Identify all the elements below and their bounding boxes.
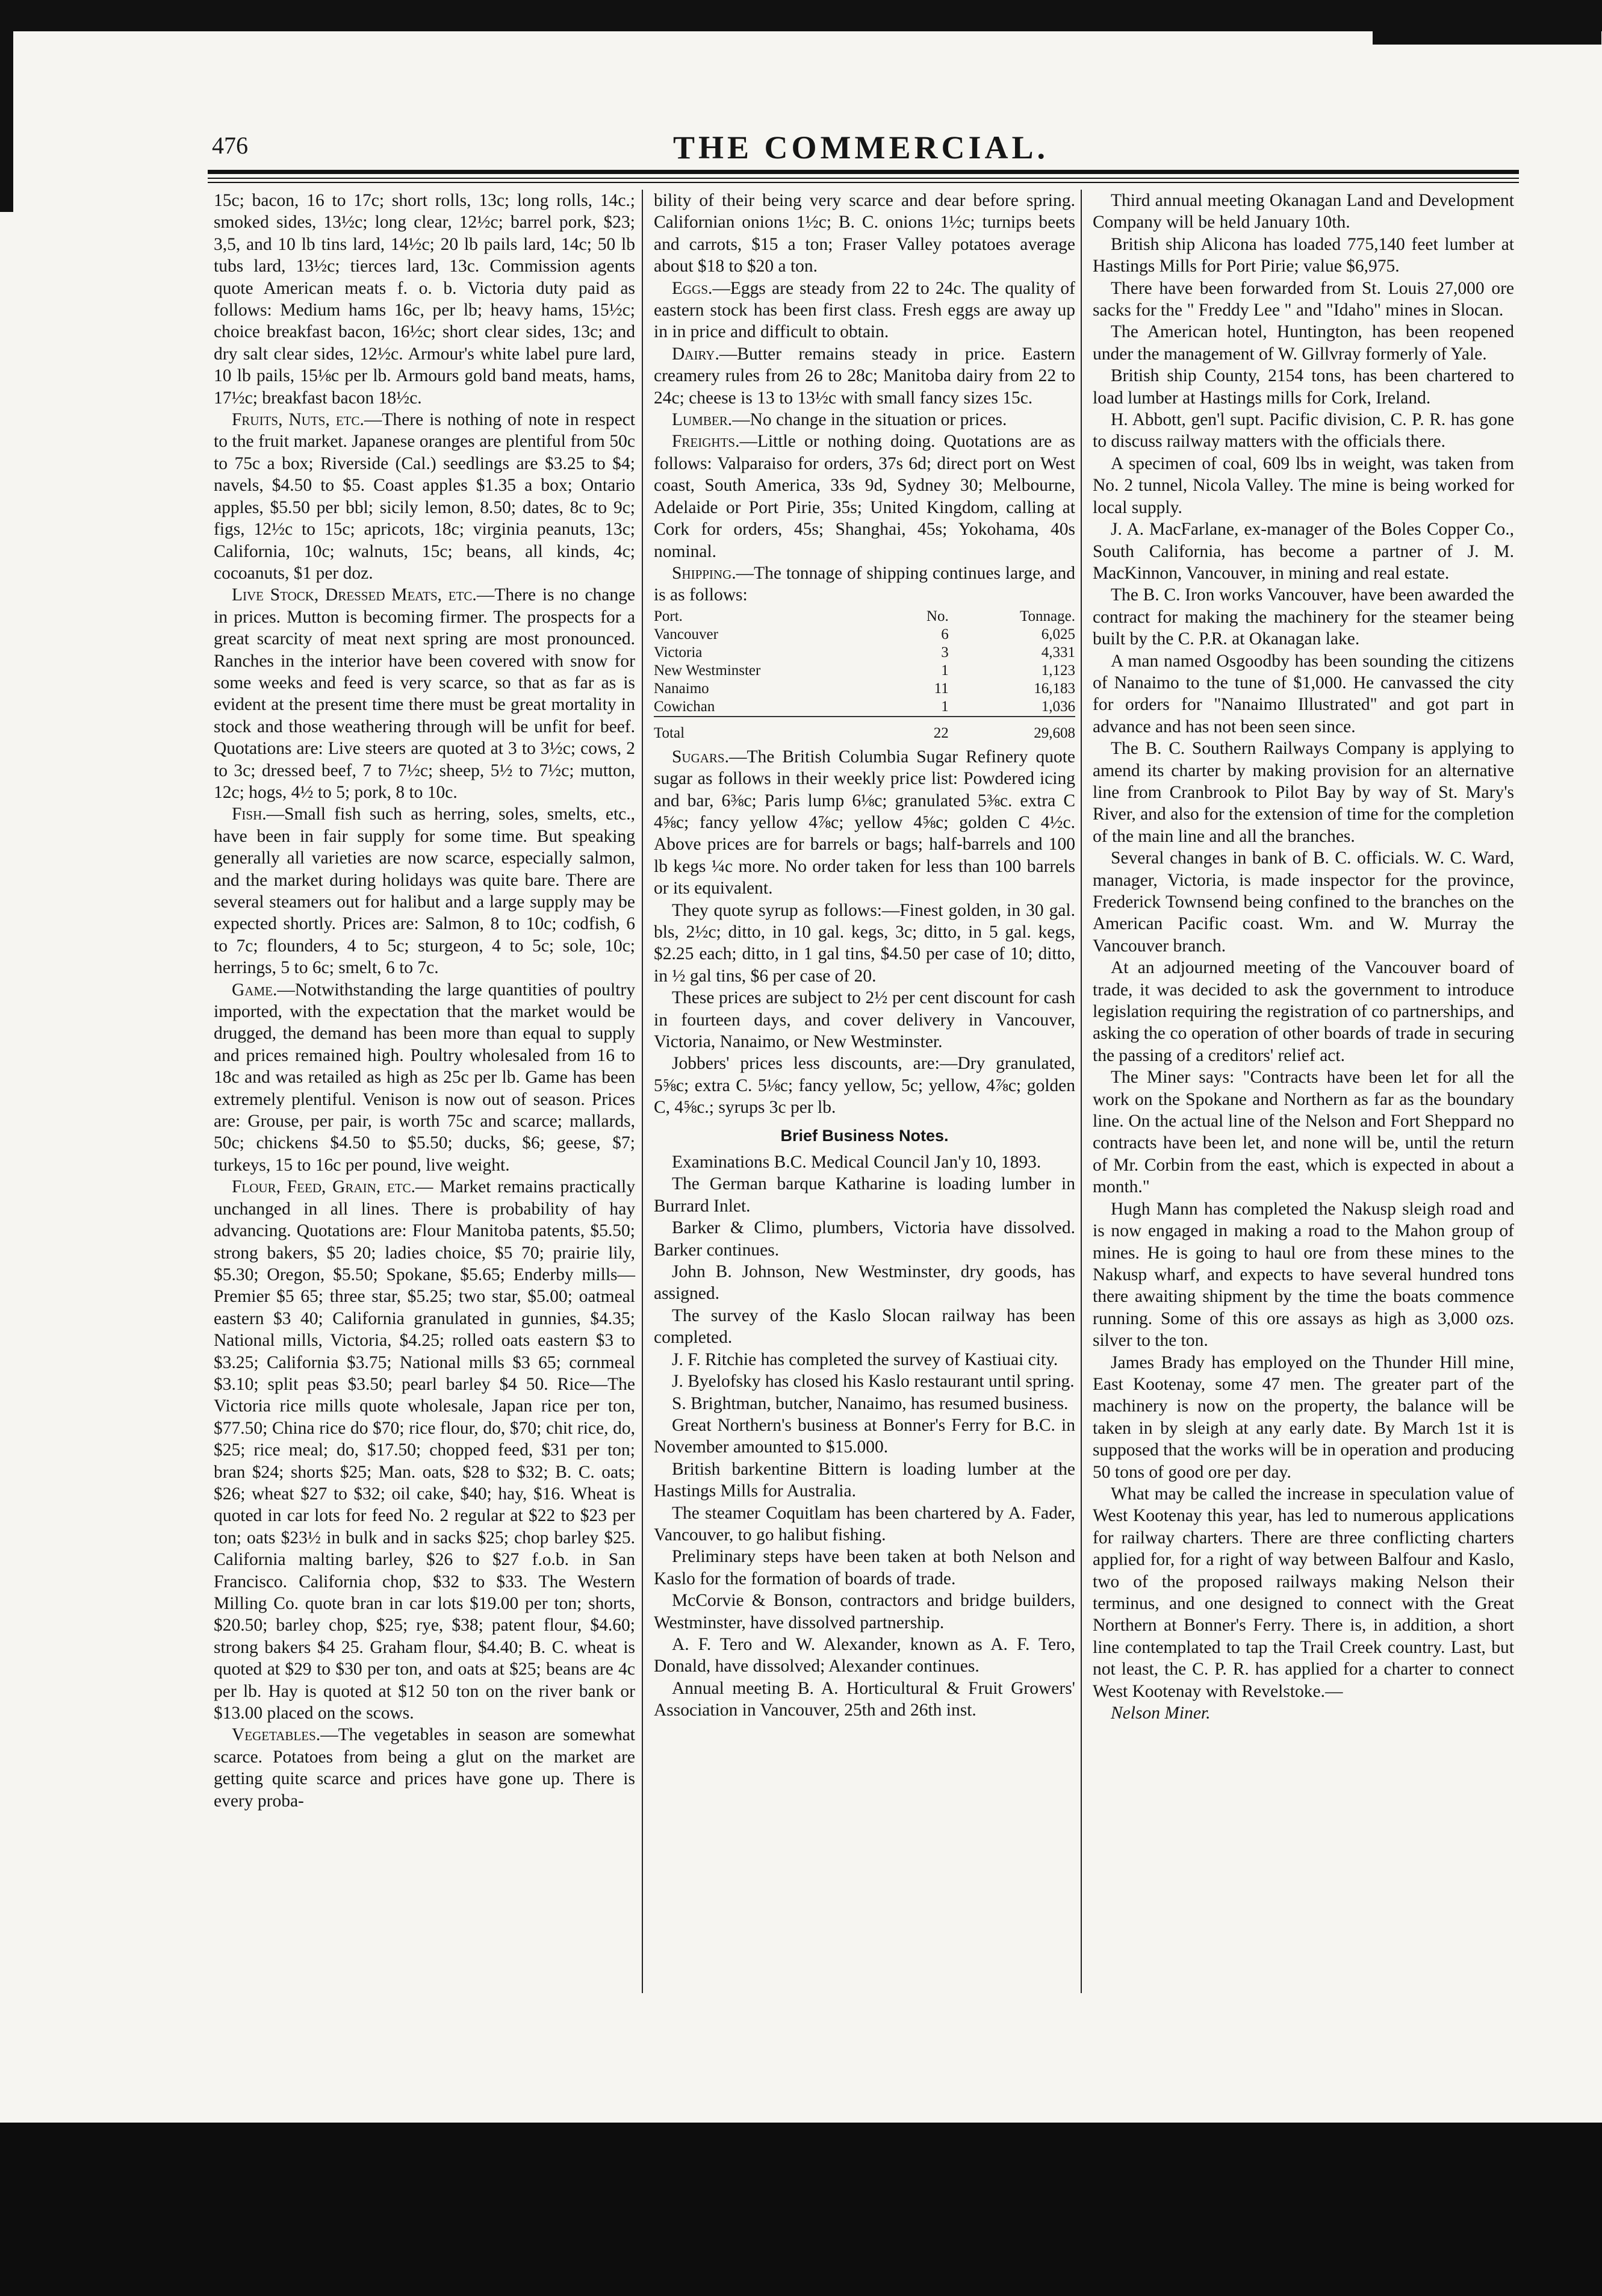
business-note-item: James Brady has employed on the Thunder Hill mine, East Kootenay, some 47 men. The greater part of the machinery is now on the property, the balance will be taken in by sleigh at any early date. By March 1st it is supposed that the works will be in operation and producing 50 tons of good ore per day. — [1093, 1352, 1514, 1482]
table-cell-port: Vancouver — [654, 626, 718, 642]
top-edge-tab — [1373, 31, 1601, 45]
jobbers-paragraph: Jobbers' prices less discounts, are:—Dry granulated, 5⅝c; extra C. 5⅛c; fancy yellow, 5c; yellow, 4⅞c; golden C, 4⅝c.; syrups 3c per lb. — [654, 1054, 1075, 1118]
shipping-text: —The tonnage of shipping continues large, and is as follows: — [654, 563, 1075, 605]
table-row — [654, 698, 1075, 717]
business-note-item: British ship Alicona has loaded 775,140 feet lumber at Hastings Mills for Port Pirie; value $6,975. — [1093, 234, 1514, 276]
brief-note-item: A. F. Tero and W. Alexander, known as A. F. Tero, Donald, have dissolved; Alexander continues. — [654, 1634, 1075, 1676]
brief-note-item: S. Brightman, butcher, Nanaimo, has resumed business. — [672, 1393, 1069, 1413]
fish-heading: Fish. — [232, 804, 267, 824]
brief-note-item: Examinations B.C. Medical Council Jan'y 10, 1893. — [672, 1153, 1042, 1172]
business-note-item: Hugh Mann has completed the Nakusp sleigh road and is now engaged in making a road to the Mahon group of mines. He is going to haul ore from these mines to the Nakusp wharf, and expects to have several hundred tons there awaiting shipment by the time the boats commence running. Some of this ore assays as high as 3,000 ozs. silver to the ton. — [1093, 1199, 1514, 1351]
masthead-title: THE COMMERCIAL. — [672, 129, 1049, 166]
bottom-border-band — [0, 2123, 1602, 2296]
freights-heading: Freights. — [672, 432, 740, 452]
game-text: —Notwithstanding the large quantities of poultry imported, with the expectation that the market would be drugged, the demand has been more than equal to supply and prices remained high. Poultry wholesaled from 16 to 18c and was retailed as high as 25c per lb. Game has been extremely plentiful. Venison is now out of season. Prices are: Grouse, per pair, is worth 75c and scarce; mallards, 50c; chickens $4.50 to $5.50; ducks, $6; geese, $7; turkeys, 15 to 16c per pound, live weight. — [214, 980, 635, 1175]
brief-note-item: McCorvie & Bonson, contractors and bridge builders, Westminster, have dissolved partnership. — [654, 1591, 1075, 1632]
table-row — [654, 662, 1075, 680]
dairy-heading: Dairy. — [672, 344, 719, 364]
business-note-item: British ship County, 2154 tons, has been chartered to load lumber at Hastings mills for Cork, Ireland. — [1093, 366, 1514, 408]
shipping-paragraph — [654, 562, 1075, 606]
freights-paragraph — [654, 431, 1075, 562]
business-note-item: A man named Osgoodby has been sounding the citizens of Nanaimo to the tune of $1,000. He canvassed the city for orders for "Nanaimo Illustrated" and got part in advance and has not been seen since. — [1093, 651, 1514, 736]
column-divider-2 — [1081, 190, 1082, 1993]
live-stock-paragraph — [214, 584, 635, 803]
table-total-tonnage: 29,608 — [1034, 724, 1075, 741]
table-header-row — [654, 608, 1075, 626]
business-notes-column-3 — [1093, 190, 1514, 1724]
discount-paragraph: These prices are subject to 2½ per cent discount for cash in fourteen days, and cover delivery in Vancouver, Victoria, Nanaimo, or New Westminster. — [654, 988, 1075, 1051]
dairy-paragraph — [654, 343, 1075, 409]
table-header-number: No. — [926, 608, 949, 624]
table-cell-tonnage: 1,036 — [1041, 698, 1075, 715]
fruits-heading: Fruits, Nuts, etc. — [232, 410, 364, 430]
brief-note-item: Barker & Climo, plumbers, Victoria have dissolved. Barker continues. — [654, 1218, 1075, 1260]
notes-list — [1093, 190, 1514, 1702]
business-note-item: At an adjourned meeting of the Vancouver board of trade, it was decided to ask the government to introduce legislation requiring the registration of co partnerships, and asking the co operation of other boards of trade in securing the passing of a creditors' relief act. — [1093, 958, 1514, 1065]
game-paragraph — [214, 979, 635, 1177]
business-note-item: H. Abbott, gen'l supt. Pacific division, C. P. R. has gone to discuss railway matters with the officials there. — [1093, 410, 1514, 452]
shipping-tonnage-table — [654, 608, 1075, 742]
table-header-tonnage: Tonnage. — [1020, 608, 1075, 624]
table-cell-port: Nanaimo — [654, 680, 709, 697]
table-total-row — [654, 720, 1075, 742]
fish-paragraph — [214, 803, 635, 978]
fish-text: —Small fish such as herring, soles, smelts, etc., have been in fair supply for some time. But speaking generally all varieties are now scarce, especially salmon, and the market during holidays was quite bare. There are several steamers out for halibut and a large supply may be expected shortly. Prices are: Salmon, 8 to 10c; codfish, 6 to 7c; flounders, 4 to 5c; sturgeon, 4 to 5c; sole, 10c; herrings, 5 to 6c; smelt, 6 to 7c. — [214, 804, 635, 978]
game-heading: Game. — [232, 980, 278, 1000]
brief-note-item: The survey of the Kaslo Slocan railway has been completed. — [654, 1305, 1075, 1348]
brief-note-item: J. F. Ritchie has completed the survey of Kastiuai city. — [672, 1349, 1058, 1369]
header-rule-thin — [208, 178, 1519, 179]
lumber-heading: Lumber. — [672, 410, 733, 430]
market-report-column-2 — [654, 190, 1075, 1722]
flour-heading: Flour, Feed, Grain, etc. — [232, 1177, 416, 1197]
fruits-text: —There is nothing of note in respect to the fruit market. Japanese oranges are plentiful from 50c to 75c a box; Riverside (Cal.) seedlings are $3.25 to $4; navels, $4.50 to $5. Coast apples $1.35 a box; Ontario apples, $5.50 per bbl; sicily lemon, 8.50; dates, 8c to 9c; figs, 12½c to 15c; apricots, 18c; virginia peanuts, 13c; California, 10c; walnuts, 15c; beans, all kinds, 4c; cocoanuts, $1 per doz. — [214, 410, 635, 583]
table-cell-number: 6 — [941, 626, 949, 642]
table-cell-tonnage: 4,331 — [1041, 644, 1075, 661]
business-note-item: J. A. MacFarlane, ex-manager of the Boles Copper Co., South California, has become a partner of J. M. MacKinnon, Vancouver, in mining and real estate. — [1093, 520, 1514, 583]
sugars-text: —The British Columbia Sugar Refinery quote sugar as follows in their weekly price list: Powdered icing and bar, 6⅜c; Paris lump 6⅛c; granulated 5⅜c. extra C 4⅝c; fancy yellow 4⅞c; yellow 4⅝c; golden C 4½c. Above prices are for barrels or bags; half-barrels and 100 lb kegs ¼c more. No order taken for less than 100 barrels or its equivalent. — [654, 747, 1075, 898]
business-note-item: A specimen of coal, 609 lbs in weight, was taken from No. 2 tunnel, Nicola Valley. The mine is being worked for local supply. — [1093, 453, 1514, 517]
table-cell-tonnage: 6,025 — [1041, 626, 1075, 642]
vegetables-paragraph — [214, 1724, 635, 1812]
business-note-item: There have been forwarded from St. Louis 27,000 ore sacks for the " Freddy Lee " and "Idaho" mines in Slocan. — [1093, 278, 1514, 320]
table-cell-number: 11 — [934, 680, 949, 697]
left-border-mark — [0, 31, 13, 212]
brief-note-item: Annual meeting B. A. Horticultural & Fruit Growers' Association in Vancouver, 25th and 26th inst. — [654, 1678, 1075, 1720]
table-total-label: Total — [654, 724, 685, 741]
brief-note-item: Great Northern's business at Bonner's Ferry for B.C. in November amounted to $15.000. — [654, 1415, 1075, 1457]
table-cell-port: New Westminster — [654, 662, 761, 679]
column-divider-1 — [642, 190, 643, 1993]
eggs-paragraph — [654, 278, 1075, 343]
flour-paragraph — [214, 1176, 635, 1724]
page-number: 476 — [212, 132, 248, 159]
brief-note-item: British barkentine Bittern is loading lumber at the Hastings Mills for Australia. — [654, 1459, 1075, 1501]
vegetables-continued: bility of their being very scarce and dear before spring. Californian onions 1½c; B. C. onions 1½c; turnips beets and carrots, $15 a ton; Fraser Valley potatoes average about $18 to $20 a ton. — [654, 191, 1075, 276]
market-report-column-1 — [214, 190, 635, 1812]
header-rule-thin-2 — [208, 182, 1519, 183]
table-cell-port: Victoria — [654, 644, 703, 661]
provisions-paragraph: 15c; bacon, 16 to 17c; short rolls, 13c; long rolls, 14c.; smoked sides, 13½c; long clear, 12½c; barrel pork, $23; 3,5, and 10 lb tins lard, 14½c; 20 lb pails lard, 14c; 50 lb tubs lard, 13½c; tierces lard, 13c. Commission agents quote American meats f. o. b. Victoria duty paid as follows: Medium hams 16c, per lb; heavy hams, 15½c; choice breakfast bacon, 16½c; short clear sides, 13c; and dry salt clear sides, 12½c. Armour's white label pure lard, 10 lb pails, 15⅛c per lb. Armours gold band meats, hams, 17½c; breakfast bacon 18½c. — [214, 191, 635, 408]
flour-text: — Market remains practically unchanged in all lines. There is probability of hay advancing. Quotations are: Flour Manitoba patents, $5.50; strong bakers, $5 20; ladies choice, $5 70; prairie lily, $5.30; Oregon, $5.50; Spokane, $5.65; Enderby mills—Premier $5 65; three star, $5.25; two star, $5.00; oatmeal eastern $3 40; California granulated in gunnies, $4.35; National mills, Victoria, $4.25; rolled oats eastern $3 to $3.25; California $3.75; National mills $3 65; cornmeal $3.10; split peas $3.50; pearl barley $4 50. Rice—The Victoria rice mills quote wholesale, Japan rice per ton, $77.50; China rice do $70; rice flour, do, $70; chit rice, do, $25; rice meal; do, $17.50; chopped feed, $31 per ton; bran $24; shorts $25; Man. oats, $28 to $32; B. C. oats; $26; wheat $27 to $32; oil cake, $40; hay, $16. Wheat is quoted in car lots for feed No. 2 regular at $22 to $23 per ton; oats $23½ in bulk and in sacks $25; chop barley $25. California malting barley, $26 to $27 f.o.b. in San Francisco. California chop, $32 to $33. The Western Milling Co. quote bran in car lots $19.00 per ton; shorts, $20.50; barley chop, $25; rye, $38; patent flour, $4.60; strong bakers $4 25. Graham flour, $4.40; B. C. wheat is quoted at $29 to $30 per ton, and oats at $25; beans are 4c per lb. Hay is quoted at $12 50 ton on the river bank or $13.00 placed on the scows. — [214, 1177, 635, 1723]
syrup-paragraph: They quote syrup as follows:—Finest golden, in 30 gal. bls, 2½c; ditto, in 10 gal. kegs, 3c; ditto, in 5 gal. kegs, $2.25 each; ditto, in 1 gal tins, $4.50 per case of 10; ditto, in ½ gal tins, $6 per case of 20. — [654, 900, 1075, 986]
brief-note-item: J. Byelofsky has closed his Kaslo restaurant until spring. — [672, 1372, 1075, 1392]
business-note-item: The American hotel, Huntington, has been reopened under the management of W. Gillvray formerly of Yale. — [1093, 322, 1514, 364]
business-note-item: The Miner says: "Contracts have been let for all the work on the Spokane and Northern as far as the boundary line. On the actual line of the Nelson and Fort Sheppard no contracts have been let, and none will be, until the return of Mr. Corbin from the east, which is expected in about a month." — [1093, 1068, 1514, 1197]
table-cell-number: 3 — [941, 644, 949, 661]
table-header-port: Port. — [654, 608, 683, 624]
table-cell-tonnage: 1,123 — [1041, 662, 1075, 679]
sugars-heading: Sugars. — [672, 747, 729, 767]
business-note-item: What may be called the increase in speculation value of West Kootenay this year, has led to numerous applications for railway charters. There are three conflicting charters applied for, for a right of way between Balfour and Kaslo, two of the proposed railways making Nelson their terminus, and one designed to connect with the Great Northern at Bonner's Ferry. There is, in addition, a short line contemplated to tap the Trail Creek country. Last, but not least, the C. P. R. has applied for a charter to connect West Kootenay with Revelstoke.— — [1093, 1484, 1514, 1701]
table-cell-number: 1 — [941, 662, 949, 679]
table-cell-number: 1 — [941, 698, 949, 715]
sugars-paragraph — [654, 746, 1075, 900]
brief-note-item: The steamer Coquitlam has been chartered by A. Fader, Vancouver, to go halibut fishing. — [654, 1503, 1075, 1545]
fruits-paragraph — [214, 409, 635, 584]
table-total-number: 22 — [933, 724, 949, 741]
table-cell-port: Cowichan — [654, 698, 715, 715]
nelson-miner-signoff: Nelson Miner. — [1111, 1703, 1211, 1723]
eggs-text: —Eggs are steady from 22 to 24c. The quality of eastern stock has been first class. Fresh eggs are away up in in price and difficult to obtain. — [654, 278, 1075, 342]
table-row — [654, 644, 1075, 662]
business-note-item: Several changes in bank of B. C. officials. W. C. Ward, manager, Victoria, is made inspector for the province, Frederick Townsend being confined to the branches on the American Pacific coast. Wm. and W. Murray the Vancouver branch. — [1093, 848, 1514, 956]
table-cell-tonnage: 16,183 — [1034, 680, 1075, 697]
eggs-heading: Eggs. — [672, 278, 713, 298]
brief-notes-list — [654, 1151, 1075, 1722]
brief-note-item: John B. Johnson, New Westminster, dry goods, has assigned. — [654, 1262, 1075, 1304]
table-row — [654, 626, 1075, 644]
business-note-item: Third annual meeting Okanagan Land and Development Company will be held January 10th. — [1093, 191, 1514, 232]
top-border-bar — [0, 0, 1602, 31]
shipping-heading: Shipping. — [672, 563, 736, 583]
brief-note-item: Preliminary steps have been taken at both Nelson and Kaslo for the formation of boards of trade. — [654, 1547, 1075, 1588]
header-rule-thick — [208, 170, 1519, 174]
business-note-item: The B. C. Iron works Vancouver, have been awarded the contract for making the machinery for the steamer being built by the C. P.R. at Okanagan lake. — [1093, 585, 1514, 649]
brief-note-item: The German barque Katharine is loading lumber in Burrard Inlet. — [654, 1174, 1075, 1216]
vegetables-text: —The vegetables in season are somewhat scarce. Potatoes from being a glut on the market are getting quite scarce and prices have gone up. There is every proba- — [214, 1725, 635, 1811]
live-stock-heading: Live Stock, Dressed Meats, etc. — [232, 585, 477, 605]
brief-business-notes-heading: Brief Business Notes. — [780, 1126, 949, 1145]
vegetables-heading: Vegetables. — [232, 1725, 321, 1745]
lumber-text: —No change in the situation or prices. — [732, 410, 1007, 430]
business-note-item: The B. C. Southern Railways Company is applying to amend its charter by making provision for an alternative line from Cranbrook to Pilot Bay by way of St. Mary's River, and also for the extension of time for the completion of the main line and all the branches. — [1093, 739, 1514, 846]
lumber-paragraph — [654, 409, 1075, 431]
freights-text: —Little or nothing doing. Quotations are as follows: Valparaiso for orders, 37s 6d; direct port on West coast, South America, 33s 9d, Sydney 30; Melbourne, Adelaide or Port Pirie, 35s; United Kingdom, calling at Cork for orders, 45s; Shanghai, 45s; Yokohama, 40s nominal. — [654, 432, 1075, 561]
live-stock-text: —There is no change in prices. Mutton is becoming firmer. The prospects for a great scarcity of meat next spring are most pronounced. Ranches in the interior have been covered with snow for some weeks and feed is very scarce, so that as far as is evident at the present time there must be great mortality in stock and those weathering through will be unfit for beef. Quotations are: Live steers are quoted at 3 to 3½c; cows, 2 to 3c; dressed beef, 7 to 7½c; sheep, 5½ to 7½c; mutton, 12c; hogs, 4½ to 5; pork, 8 to 10c. — [214, 585, 635, 802]
table-row — [654, 680, 1075, 698]
dairy-text: —Butter remains steady in price. Eastern creamery rules from 26 to 28c; Manitoba dairy from 22 to 24c; cheese is 13 to 13½c with small fancy sizes 15c. — [654, 344, 1075, 408]
